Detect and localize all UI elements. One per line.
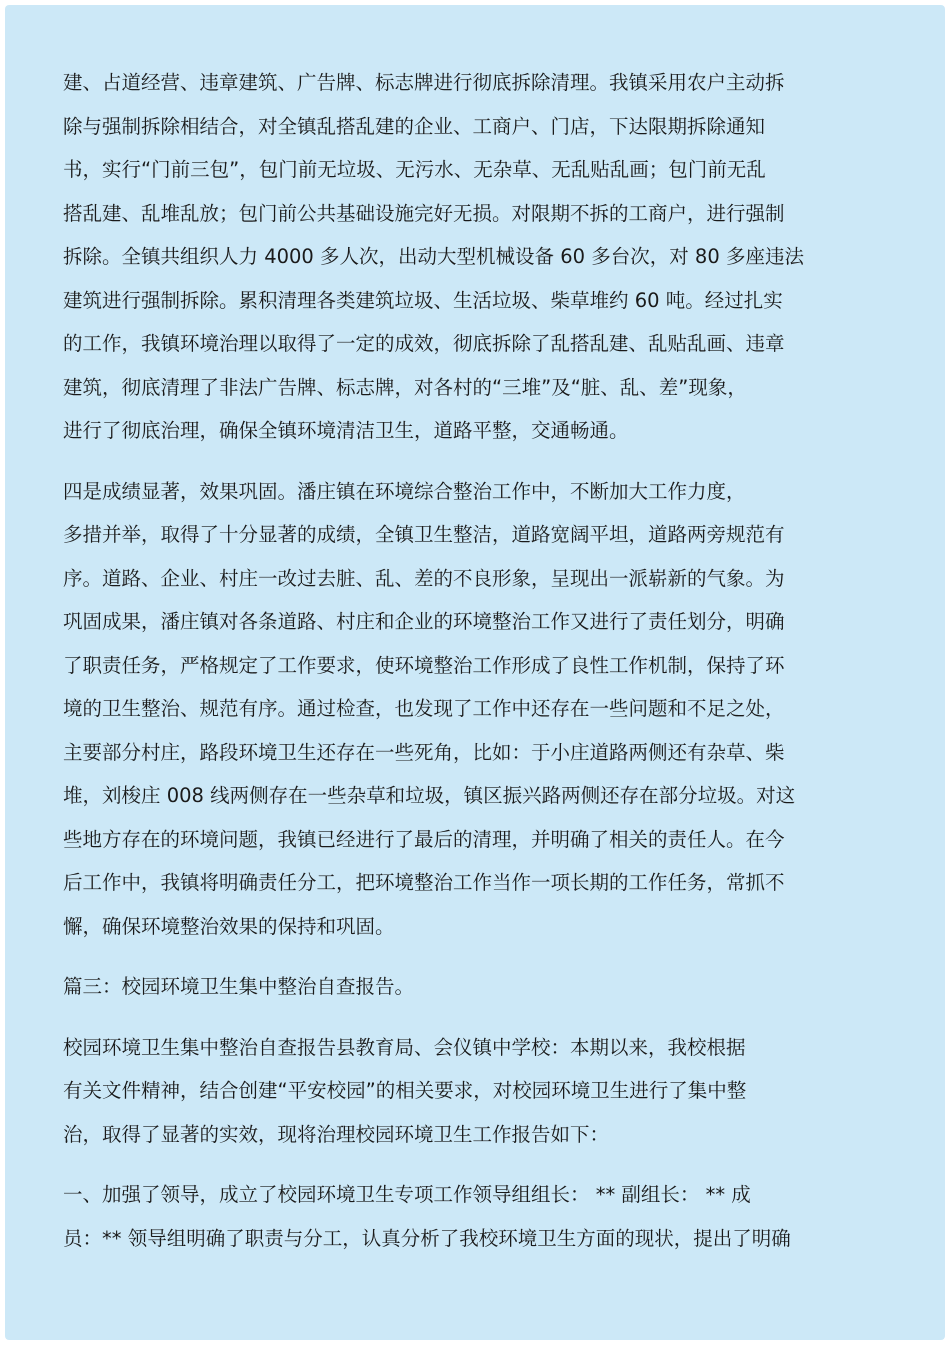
paragraph-gap (63, 948, 883, 965)
text-line: 校园环境卫生集中整治自查报告县教育局、会仪镇中学校：本期以来，我校根据 (63, 1035, 746, 1059)
text-line: 治，取得了显著的实效，现将治理校园环境卫生工作报告如下： (63, 1122, 610, 1146)
text-line: 一、加强了领导，成立了校园环境卫生专项工作领导组组长： ** 副组长： ** 成 (63, 1183, 751, 1206)
text-line: 建、占道经营、违章建筑、广告牌、标志牌进行彻底拆除清理。我镇采用农户主动拆 (63, 71, 785, 94)
text-line: 进行了彻底治理，确保全镇环境清洁卫生，道路平整，交通畅通。 (63, 419, 629, 442)
text-line: 除与强制拆除相结合，对全镇乱搭乱建的企业、工商户、门店，下达限期拆除通知 (63, 114, 766, 138)
text-line: 搭乱建、乱堆乱放；包门前公共基础设施完好无损。对限期不拆的工商户，进行强制 (63, 201, 785, 225)
document-page (5, 5, 945, 1340)
text-line: 主要部分村庄，路段环境卫生还存在一些死角，比如：于小庄道路两侧还有杂草、柴 (63, 740, 785, 764)
text-line: 巩固成果，潘庄镇对各条道路、村庄和企业的环境整治工作又进行了责任划分，明确 (63, 610, 785, 633)
paragraph (63, 1026, 883, 1157)
paragraph (63, 965, 883, 1009)
text-line: 序。道路、企业、村庄一改过去脏、乱、差的不良形象，呈现出一派崭新的气象。为 (63, 566, 785, 590)
text-line: 有关文件精神，结合创建“平安校园”的相关要求，对校园环境卫生进行了集中整 (63, 1079, 747, 1102)
text-line: 四是成绩显著，效果巩固。潘庄镇在环境综合整治工作中，不断加大工作力度， (63, 479, 746, 503)
text-line: 书，实行“门前三包”，包门前无垃圾、无污水、无杂草、无乱贴乱画；包门前无乱 (63, 158, 766, 181)
text-line: 员：** 领导组明确了职责与分工，认真分析了我校环境卫生方面的现状，提出了明确 (63, 1226, 791, 1250)
text-line: 后工作中，我镇将明确责任分工，把环境整治工作当作一项长期的工作任务，常抓不 (63, 871, 785, 894)
text-line: 建筑进行强制拆除。累积清理各类建筑垃圾、生活垃圾、柴草堆约 60 吨。经过扎实 (63, 288, 783, 312)
paragraph-gap (63, 1156, 883, 1173)
paragraph-gap (63, 1009, 883, 1026)
paragraph-gap (63, 453, 883, 470)
paragraph (63, 1173, 883, 1260)
text-line: 拆除。全镇共组织人力 4000 多人次，出动大型机械设备 60 多台次，对 80 多座违法 (63, 245, 804, 268)
text-line: 懈，确保环境整治效果的保持和巩固。 (63, 914, 395, 938)
text-line: 篇三：校园环境卫生集中整治自查报告。 (63, 975, 415, 998)
text-line: 建筑，彻底清理了非法广告牌、标志牌，对各村的“三堆”及“脏、乱、差”现象， (63, 375, 747, 399)
text-line: 境的卫生整治、规范有序。通过检查，也发现了工作中还存在一些问题和不足之处， (63, 697, 785, 720)
text-line: 了职责任务，严格规定了工作要求，使环境整治工作形成了良性工作机制，保持了环 (63, 653, 785, 677)
document-body (63, 61, 883, 1260)
text-line: 多措并举，取得了十分显著的成绩，全镇卫生整洁，道路宽阔平坦，道路两旁规范有 (63, 523, 785, 546)
text-line: 些地方存在的环境问题，我镇已经进行了最后的清理，并明确了相关的责任人。在今 (63, 827, 785, 851)
text-line: 堆，刘梭庄 008 线两侧存在一些杂草和垃圾，镇区振兴路两侧还存在部分垃圾。对这 (63, 784, 796, 807)
paragraph (63, 61, 883, 453)
paragraph (63, 470, 883, 949)
text-line: 的工作，我镇环境治理以取得了一定的成效，彻底拆除了乱搭乱建、乱贴乱画、违章 (63, 332, 785, 355)
